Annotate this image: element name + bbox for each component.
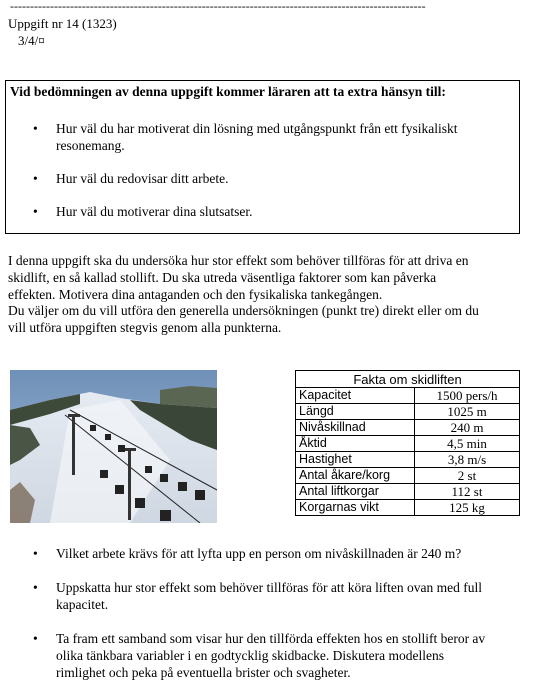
- fact-label: Hastighet: [296, 452, 415, 468]
- list-item-text: Hur väl du motiverar dina slutsatser.: [56, 204, 253, 219]
- table-row: [296, 388, 520, 404]
- fact-value: 1025 m: [415, 404, 520, 420]
- fact-value: 2 st: [415, 468, 520, 484]
- fact-label: Kapacitet: [296, 388, 415, 404]
- bullet-icon: •: [33, 121, 38, 136]
- fact-value: 240 m: [415, 420, 520, 436]
- table-row: [296, 404, 520, 420]
- intro-line: effekten. Motivera dina antaganden och den fysikaliska tankegången.: [8, 286, 383, 302]
- separator-line: --------------------------------------------------------------------------------------------------------: [10, 0, 426, 12]
- table-row: [296, 500, 520, 516]
- facts-title: Fakta om skidliften: [296, 371, 520, 388]
- table-row: [296, 468, 520, 484]
- table-row: [296, 436, 520, 452]
- fact-value: 1500 pers/h: [415, 388, 520, 404]
- fact-value: 112 st: [415, 484, 520, 500]
- task-title: Uppgift nr 14 (1323): [8, 16, 117, 31]
- fact-label: Nivåskillnad: [296, 420, 415, 436]
- bullet-icon: •: [33, 171, 38, 186]
- question-text: [56, 579, 516, 613]
- list-item-text: Hur väl du har motiverat din lösning med utgångspunkt från ett fysikaliskt resonemang.: [56, 121, 458, 153]
- fact-label: Antal liftkorgar: [296, 484, 415, 500]
- question-line: Ta fram ett samband som visar hur den tillförda effekten hos en stollift beror av: [56, 631, 486, 646]
- fact-label: Antal åkare/korg: [296, 468, 415, 484]
- question-line: olika tänkbara variabler i en godtycklig skidbacke. Diskutera modellens: [56, 648, 444, 663]
- intro-paragraph: [8, 253, 523, 337]
- question-line: Uppskatta hur stor effekt som behöver tillföras för att köra liften ovan med full: [56, 580, 483, 595]
- task-points: 3/4/¤: [18, 33, 45, 48]
- bullet-icon: •: [33, 204, 38, 219]
- facts-table: [295, 370, 520, 516]
- intro-line: I denna uppgift ska du undersöka hur stor effekt som behöver tillföras för att driva en: [8, 253, 469, 268]
- intro-line: Du väljer om du vill utföra den generella undersökningen (punkt tre) direkt eller om du: [8, 303, 479, 319]
- ski-lift-photo: [10, 370, 217, 523]
- fact-value: 3,8 m/s: [415, 452, 520, 468]
- fact-label: Längd: [296, 404, 415, 420]
- question-line: rimlighet och peka på eventuella brister och svagheter.: [56, 665, 351, 680]
- question-line: Vilket arbete krävs för att lyfta upp en person om nivåskillnaden är 240 m?: [56, 546, 462, 561]
- question-text: [56, 630, 516, 681]
- table-row: [296, 420, 520, 436]
- assessment-title: Vid bedömningen av denna uppgift kommer läraren att ta extra hänsyn till:: [10, 84, 446, 99]
- intro-line: vill utföra uppgiften stegvis genom alla punkterna.: [8, 320, 282, 336]
- fact-value: 125 kg: [415, 500, 520, 516]
- question-text: [56, 545, 516, 562]
- list-item-text: Hur väl du redovisar ditt arbete.: [56, 171, 229, 186]
- question-line: kapacitet.: [56, 597, 109, 612]
- fact-label: Korgarnas vikt: [296, 500, 415, 516]
- bullet-icon: •: [33, 580, 38, 595]
- bullet-icon: •: [33, 631, 38, 646]
- fact-label: Åktid: [296, 436, 415, 452]
- fact-value: 4,5 min: [415, 436, 520, 452]
- bullet-icon: •: [33, 546, 38, 561]
- table-row: [296, 484, 520, 500]
- table-row: [296, 452, 520, 468]
- intro-line: skidlift, en så kallad stollift. Du ska utreda väsentliga faktorer som kan påverka: [8, 269, 437, 285]
